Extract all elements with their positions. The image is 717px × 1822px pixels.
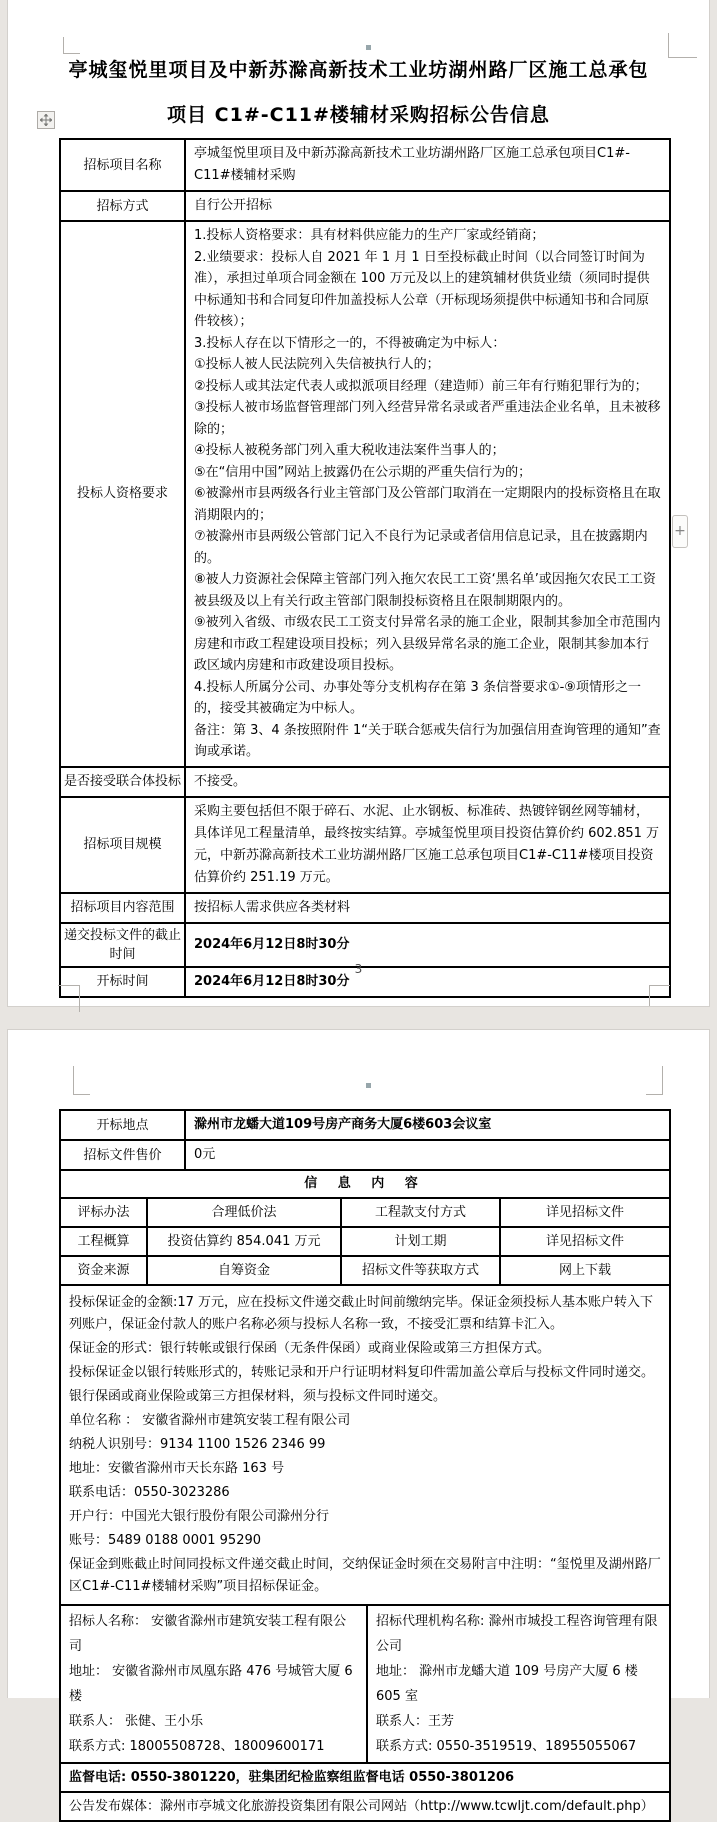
row-value-project-scale: 采购主要包括但不限于碎石、水泥、止水钢板、标准砖、热镀锌钢丝网等辅材，具体详见工程量清单，最终按实结算。亭城玺悦里项目投资估算价约 602.851 万元，中新苏滁高新技术工业坊湖州路厂区施工总承包项目C1#-C11#楼项目投资估算价约 251.19 万元。 [194,803,660,885]
document-title-line2: 项目 C1#-C11#楼辅材采购招标公告信息 [167,104,550,126]
paragraph-anchor-dot [366,45,371,50]
row-value-content-scope: 按招标人需求供应各类材料 [194,899,351,915]
qualification-paragraph: ⑥被滁州市县两级各行业主管部门及公管部门取消在一定期限内的投标资格且在取消期限内的； [194,486,661,523]
qualification-paragraph: 备注：第 3、4 条按照附件 1“关于联合惩戒失信行为加强信用查询管理的通知”查询或承诺。 [194,722,661,759]
agency-address: 地址： 滁州市龙蟠大道 109 号房产大厦 6 楼 605 室 [376,1664,638,1704]
bidder-contact-phone: 联系方式: 18005508728、18009600171 [69,1739,325,1754]
deposit-paragraph: 开户行：中国光大银行股份有限公司滁州分行 [69,1509,330,1524]
info-cell-payment-value: 详见招标文件 [545,1205,624,1220]
table-row [61,1257,669,1286]
info-cell-doc-access-label: 招标文件等获取方式 [342,1257,501,1284]
row-value-submission-deadline: 2024年6月12日8时30分 [194,936,350,952]
document-page-1 [7,0,710,1007]
deposit-paragraph: 保证金的形式：银行转帐或银行保函（无条件保函）或商业保险或第三方担保方式。 [69,1341,551,1356]
agency-contact-cell [368,1606,669,1762]
qualification-paragraph: ②投标人或其法定代表人或拟派项目经理（建造师）前三年有行贿犯罪行为的； [194,378,648,394]
row-label-opening-time: 开标时间 [61,968,186,996]
deposit-paragraph: 账号：5489 0188 0001 95290 [69,1533,262,1548]
deposit-paragraph: 投标保证金以银行转账形式的，转账记录和开户行证明材料复印件需加盖公章后与投标文件同时递交。 [69,1365,655,1380]
row-label-qualification: 投标人资格要求 [61,222,186,766]
table-row [61,798,669,894]
row-value-consortium: 不接受。 [194,773,247,789]
table-row [61,1171,669,1199]
table-row [61,1111,669,1141]
table-row [61,1141,669,1171]
table-row [61,1764,669,1793]
info-cell-funding-value: 自筹资金 [148,1257,342,1284]
qualification-paragraph: 1.投标人资格要求：具有材料供应能力的生产厂家或经销商； [194,228,545,243]
info-cell-payment-label: 工程款支付方式 [342,1199,501,1226]
table-row [61,192,669,222]
row-label-submission-deadline: 递交投标文件的截止时间 [61,924,186,966]
bidder-contact-cell [61,1606,368,1762]
deposit-paragraph: 保证金到账截止时间同投标文件递交截止时间，交纳保证金时须在交易附言中注明：“玺悦里及湖州路厂区C1#-C11#楼辅材采购”项目招标保证金。 [69,1557,661,1594]
deposit-paragraph: 银行保函或商业保险或第三方担保材料，须与投标文件同时递交。 [69,1389,447,1404]
announcement-media-row: 公告发布媒体：滁州市亭城文化旅游投资集团有限公司网站（http://www.tcwljt.com/default.php） [69,1799,654,1814]
supervision-phone-row: 监督电话: 0550-3801220，驻集团纪检监察组监督电话 0550-3801206 [69,1770,515,1785]
paragraph-anchor-dot [366,1083,371,1088]
qualification-paragraph: ①投标人被人民法院列入失信被执行人的； [194,357,440,372]
deposit-details-cell [61,1286,669,1604]
row-value-bid-method: 自行公开招标 [194,198,273,213]
info-cell-budget-value: 投资估算约 854.041 万元 [148,1228,342,1255]
bidder-name: 招标人名称： 安徽省滁州市建筑安装工程有限公司 [69,1614,347,1654]
table-row [61,1606,669,1764]
table-row [61,1228,669,1257]
info-cell-eval-method-label: 评标办法 [61,1199,148,1226]
info-cell-schedule-value: 详见招标文件 [545,1234,624,1249]
row-label-consortium: 是否接受联合体投标 [61,768,186,796]
table-row [61,222,669,768]
qualification-paragraph: ④投标人被税务部门列入重大税收违法案件当事人的； [194,443,505,458]
qualification-paragraph: ⑨被列入省级、市级农民工工资支付异常名录的施工企业，限制其参加全市范围内房建和市政工程建设项目投标；列入县级异常名录的施工企业，限制其参加本行政区域内房建和市政建设项目投标。 [194,615,661,673]
deposit-paragraph: 投标保证金的金额:17 万元，应在投标文件递交截止时间前缴纳完毕。保证金须投标人基本账户转入下列账户，保证金付款人的账户名称必须与投标人名称一致，不接受汇票和结算卡汇入。 [69,1295,654,1332]
row-label-project-name: 招标项目名称 [61,140,186,190]
table-row [61,924,669,968]
qualification-paragraph: ⑤在“信用中国”网站上披露仍在公示期的严重失信行为的； [194,464,532,480]
table-row [61,140,669,192]
qualification-paragraph: 2.业绩要求：投标人自 2021 年 1 月 1 日至投标截止时间（以合同签订时间为准），承担过单项合同金额在 100 万元及以上的建筑辅材供货业绩（须同时提供中标通知书和合同复印件加盖投标人公章（开标现场须提供中标通知书和合同原件较核）； [194,249,650,329]
qualification-paragraph: ⑧被人力资源社会保障主管部门列入拖欠农民工工资‘黑名单’或因拖欠农民工工资被县级及以上有关行政主管部门限制投标资格且在限制期限内的。 [194,572,656,609]
qualification-paragraph: ⑦被滁州市县两级公管部门记入不良行为记录或者信用信息记录，且在披露期内的。 [194,529,648,566]
qualification-paragraph: 3.投标人存在以下情形之一的，不得被确定为中标人： [194,335,506,351]
agency-contact-person: 联系人：王芳 [376,1714,455,1729]
table-move-handle[interactable] [37,111,55,129]
deposit-paragraph: 联系电话：0550-3023286 [69,1485,230,1500]
row-label-opening-place: 开标地点 [61,1111,186,1139]
info-cell-doc-access-value: 网上下载 [558,1263,611,1278]
document-page-2 [7,1029,710,1814]
row-value-project-name: 亭城玺悦里项目及中新苏滁高新技术工业坊湖州路厂区施工总承包项目C1#-C11#楼辅材采购 [194,146,630,183]
agency-name: 招标代理机构名称: 滁州市城投工程咨询管理有限公司 [376,1614,658,1654]
table-row [61,894,669,924]
table-row [61,1199,669,1228]
row-label-content-scope: 招标项目内容范围 [61,894,186,922]
row-value-qualification [186,222,669,766]
info-content-header: 信 息 内 容 [304,1176,426,1191]
qualification-paragraph: ③投标人被市场监督管理部门列入经营异常名录或者严重违法企业名单，且未被移除的； [194,400,661,437]
table-row [61,1286,669,1606]
table-row [61,1793,669,1820]
row-value-opening-place: 滁州市龙蟠大道109号房产商务大厦6楼603会议室 [194,1117,492,1132]
table-row [61,768,669,798]
row-label-project-scale: 招标项目规模 [61,798,186,892]
bid-details-table [59,1109,671,1822]
bidder-address: 地址： 安徽省滁州市凤凰东路 476 号城管大厦 6 楼 [69,1664,353,1704]
bidder-contact-person: 联系人： 张健、王小乐 [69,1714,204,1729]
row-label-bid-method: 招标方式 [61,192,186,220]
deposit-paragraph: 地址：安徽省滁州市天长东路 163 号 [69,1461,285,1476]
info-cell-budget-label: 工程概算 [61,1228,148,1255]
announcement-info-table [59,138,671,998]
insert-plus-button[interactable]: + [672,515,688,548]
agency-contact-phone: 联系方式: 0550-3519519、18955055067 [376,1739,637,1754]
move-cross-icon [40,114,52,126]
deposit-paragraph: 纳税人识别号：9134 1100 1526 2346 99 [69,1437,326,1452]
page-number: 3 [354,962,363,976]
row-label-doc-price: 招标文件售价 [61,1141,186,1169]
row-value-doc-price: 0元 [194,1147,216,1162]
info-cell-funding-label: 资金来源 [61,1257,148,1284]
info-cell-schedule-label: 计划工期 [342,1228,501,1255]
info-cell-eval-method-value: 合理低价法 [148,1199,342,1226]
deposit-paragraph: 单位名称 ： 安徽省滁州市建筑安装工程有限公司 [69,1413,351,1428]
document-title-line1: 亭城玺悦里项目及中新苏滁高新技术工业坊湖州路厂区施工总承包 [68,59,649,81]
row-value-opening-time: 2024年6月12日8时30分 [194,973,350,989]
document-title [8,48,709,138]
qualification-paragraph: 4.投标人所属分公司、办事处等分支机构存在第 3 条信誉要求①-⑨项情形之一的，接受其被确定为中标人。 [194,679,641,716]
